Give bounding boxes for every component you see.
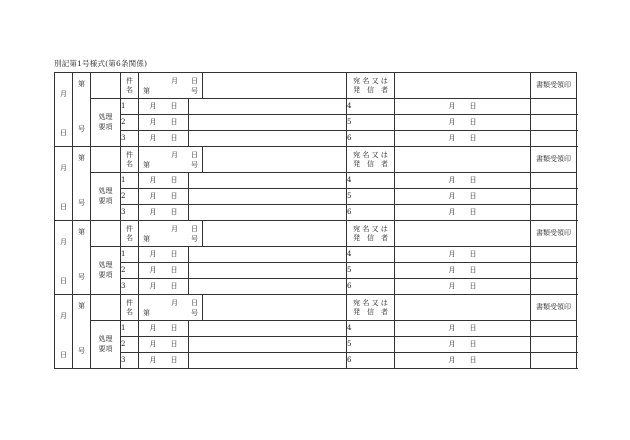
- step-number: 3: [121, 279, 139, 295]
- form-caption: 別記第1号様式(第6条関係): [54, 59, 148, 68]
- step-number: 3: [121, 205, 139, 221]
- subject-label-1: 件: [126, 224, 133, 233]
- step-content-cell[interactable]: [189, 263, 347, 279]
- subject-label-2: 名: [126, 233, 133, 242]
- month-label: 月: [60, 237, 67, 246]
- step-number: 6: [347, 279, 395, 295]
- step-content-cell[interactable]: [189, 205, 347, 221]
- doc-date-number-cell[interactable]: [139, 73, 203, 99]
- step-number: 3: [121, 131, 139, 147]
- go-label: 号: [78, 346, 85, 355]
- receipt-seal-label: 書類受領印: [531, 295, 577, 321]
- number-column: [73, 221, 91, 295]
- step-date-cell[interactable]: 月 日: [395, 247, 531, 263]
- doc-date-number-cell[interactable]: [139, 221, 203, 247]
- number-column: [73, 147, 91, 221]
- doc-dai-label: 第: [143, 234, 150, 243]
- register-block: [54, 146, 577, 221]
- step-content-cell[interactable]: [189, 321, 347, 337]
- step-date-cell[interactable]: 月 日: [139, 279, 189, 295]
- addressee-label-2: 発 信 者: [353, 85, 388, 94]
- step-number: 1: [121, 99, 139, 115]
- number-column: [73, 73, 91, 147]
- step-content-cell[interactable]: [531, 189, 577, 205]
- addressee-label-2: 発 信 者: [353, 159, 388, 168]
- step-date-cell[interactable]: 月 日: [395, 99, 531, 115]
- step-content-cell[interactable]: [189, 115, 347, 131]
- processing-label-1: 処理: [98, 187, 113, 195]
- doc-go-label: 号: [191, 86, 198, 95]
- addressee-label-cell: [347, 221, 395, 247]
- step-date-cell[interactable]: 月 日: [139, 205, 189, 221]
- processing-label-2: 要項: [98, 271, 113, 279]
- dai-label: 第: [78, 153, 85, 162]
- step-date-cell[interactable]: 月 日: [139, 115, 189, 131]
- subject-label-cell: [121, 221, 139, 247]
- subject-label-2: 名: [126, 159, 133, 168]
- go-label: 号: [78, 198, 85, 207]
- date-column: [55, 147, 73, 221]
- step-number: 1: [121, 173, 139, 189]
- day-label: 日: [60, 350, 67, 359]
- processing-label-cell: [91, 321, 121, 369]
- subject-label-1: 件: [126, 76, 133, 85]
- dai-label: 第: [78, 79, 85, 88]
- step-number: 5: [347, 189, 395, 205]
- addressee-label-cell: [347, 295, 395, 321]
- step-number: 6: [347, 353, 395, 369]
- processing-label-cell: [91, 99, 121, 147]
- step-content-cell[interactable]: [189, 173, 347, 189]
- step-number: 4: [347, 321, 395, 337]
- processing-label-cell: [91, 247, 121, 295]
- date-column: [55, 221, 73, 295]
- step-number: 2: [121, 263, 139, 279]
- doc-day-label: 日: [191, 150, 198, 159]
- doc-day-label: 日: [191, 224, 198, 233]
- addressee-label-cell: [347, 73, 395, 99]
- addressee-label-1: 宛 名 又 は: [353, 150, 388, 159]
- number-entry-cell[interactable]: [91, 147, 121, 173]
- addressee-label-1: 宛 名 又 は: [353, 224, 388, 233]
- step-number: 2: [121, 115, 139, 131]
- month-label: 月: [60, 89, 67, 98]
- step-number: 6: [347, 131, 395, 147]
- number-entry-cell[interactable]: [91, 73, 121, 99]
- step-content-cell[interactable]: [531, 247, 577, 263]
- subject-label-2: 名: [126, 307, 133, 316]
- step-number: 3: [121, 353, 139, 369]
- subject-label-cell: [121, 147, 139, 173]
- step-date-cell[interactable]: 月 日: [139, 131, 189, 147]
- step-content-cell[interactable]: [531, 131, 577, 147]
- step-date-cell[interactable]: 月 日: [395, 131, 531, 147]
- doc-dai-label: 第: [143, 308, 150, 317]
- step-number: 5: [347, 115, 395, 131]
- doc-dai-label: 第: [143, 160, 150, 169]
- step-number: 1: [121, 321, 139, 337]
- subject-entry-cell[interactable]: [203, 73, 347, 99]
- doc-go-label: 号: [191, 160, 198, 169]
- addressee-label-2: 発 信 者: [353, 307, 388, 316]
- go-label: 号: [78, 272, 85, 281]
- step-content-cell[interactable]: [531, 115, 577, 131]
- doc-go-label: 号: [191, 234, 198, 243]
- doc-month-label: 月: [171, 150, 178, 159]
- addressee-entry-cell[interactable]: [395, 147, 531, 173]
- number-entry-cell[interactable]: [91, 295, 121, 321]
- number-column: [73, 295, 91, 369]
- step-content-cell[interactable]: [531, 173, 577, 189]
- subject-label-2: 名: [126, 85, 133, 94]
- doc-day-label: 日: [191, 298, 198, 307]
- receipt-seal-label: 書類受領印: [531, 73, 577, 99]
- register-block: [54, 72, 577, 147]
- step-content-cell[interactable]: [531, 353, 577, 369]
- step-content-cell[interactable]: [531, 99, 577, 115]
- doc-month-label: 月: [171, 76, 178, 85]
- receipt-seal-label: 書類受領印: [531, 147, 577, 173]
- day-label: 日: [60, 128, 67, 137]
- step-number: 4: [347, 173, 395, 189]
- addressee-label-2: 発 信 者: [353, 233, 388, 242]
- processing-label-cell: [91, 173, 121, 221]
- step-date-cell[interactable]: 月 日: [395, 205, 531, 221]
- doc-date-number-cell[interactable]: [139, 147, 203, 173]
- step-date-cell[interactable]: 月 日: [395, 263, 531, 279]
- step-number: 5: [347, 263, 395, 279]
- processing-label-2: 要項: [98, 123, 113, 131]
- month-label: 月: [60, 163, 67, 172]
- date-column: [55, 295, 73, 369]
- step-date-cell[interactable]: 月 日: [139, 99, 189, 115]
- register-block: [54, 294, 577, 369]
- doc-go-label: 号: [191, 308, 198, 317]
- step-content-cell[interactable]: [531, 337, 577, 353]
- addressee-label-1: 宛 名 又 は: [353, 298, 388, 307]
- step-date-cell[interactable]: 月 日: [395, 279, 531, 295]
- step-content-cell[interactable]: [189, 247, 347, 263]
- step-content-cell[interactable]: [189, 99, 347, 115]
- step-number: 2: [121, 189, 139, 205]
- processing-label-1: 処理: [98, 113, 113, 121]
- date-column: [55, 73, 73, 147]
- step-date-cell[interactable]: 月 日: [395, 321, 531, 337]
- step-date-cell[interactable]: 月 日: [395, 353, 531, 369]
- receipt-seal-label: 書類受領印: [531, 221, 577, 247]
- step-number: 4: [347, 247, 395, 263]
- addressee-entry-cell[interactable]: [395, 221, 531, 247]
- dai-label: 第: [78, 301, 85, 310]
- step-content-cell[interactable]: [189, 337, 347, 353]
- register-form: [54, 72, 576, 369]
- step-date-cell[interactable]: 月 日: [139, 337, 189, 353]
- step-content-cell[interactable]: [531, 263, 577, 279]
- register-block: [54, 220, 577, 295]
- subject-label-cell: [121, 73, 139, 99]
- step-number: 5: [347, 337, 395, 353]
- step-content-cell[interactable]: [189, 131, 347, 147]
- addressee-entry-cell[interactable]: [395, 73, 531, 99]
- step-date-cell[interactable]: 月 日: [139, 353, 189, 369]
- step-content-cell[interactable]: [189, 189, 347, 205]
- number-entry-cell[interactable]: [91, 221, 121, 247]
- subject-label-1: 件: [126, 150, 133, 159]
- step-date-cell[interactable]: 月 日: [395, 189, 531, 205]
- addressee-entry-cell[interactable]: [395, 295, 531, 321]
- doc-day-label: 日: [191, 76, 198, 85]
- step-date-cell[interactable]: 月 日: [395, 173, 531, 189]
- day-label: 日: [60, 202, 67, 211]
- processing-label-1: 処理: [98, 335, 113, 343]
- step-content-cell[interactable]: [189, 279, 347, 295]
- step-number: 1: [121, 247, 139, 263]
- doc-date-number-cell[interactable]: [139, 295, 203, 321]
- processing-label-2: 要項: [98, 197, 113, 205]
- dai-label: 第: [78, 227, 85, 236]
- subject-label-cell: [121, 295, 139, 321]
- subject-entry-cell[interactable]: [203, 147, 347, 173]
- subject-entry-cell[interactable]: [203, 295, 347, 321]
- step-date-cell[interactable]: 月 日: [139, 263, 189, 279]
- step-number: 6: [347, 205, 395, 221]
- step-content-cell[interactable]: [531, 205, 577, 221]
- doc-month-label: 月: [171, 298, 178, 307]
- step-date-cell[interactable]: 月 日: [139, 247, 189, 263]
- day-label: 日: [60, 276, 67, 285]
- step-date-cell[interactable]: 月 日: [139, 189, 189, 205]
- step-date-cell[interactable]: 月 日: [139, 173, 189, 189]
- step-date-cell[interactable]: 月 日: [139, 321, 189, 337]
- step-number: 2: [121, 337, 139, 353]
- subject-label-1: 件: [126, 298, 133, 307]
- go-label: 号: [78, 124, 85, 133]
- step-content-cell[interactable]: [189, 353, 347, 369]
- step-content-cell[interactable]: [531, 279, 577, 295]
- addressee-label-cell: [347, 147, 395, 173]
- step-content-cell[interactable]: [531, 321, 577, 337]
- doc-month-label: 月: [171, 224, 178, 233]
- doc-dai-label: 第: [143, 86, 150, 95]
- step-number: 4: [347, 99, 395, 115]
- month-label: 月: [60, 311, 67, 320]
- processing-label-2: 要項: [98, 345, 113, 353]
- processing-label-1: 処理: [98, 261, 113, 269]
- subject-entry-cell[interactable]: [203, 221, 347, 247]
- addressee-label-1: 宛 名 又 は: [353, 76, 388, 85]
- step-date-cell[interactable]: 月 日: [395, 337, 531, 353]
- step-date-cell[interactable]: 月 日: [395, 115, 531, 131]
